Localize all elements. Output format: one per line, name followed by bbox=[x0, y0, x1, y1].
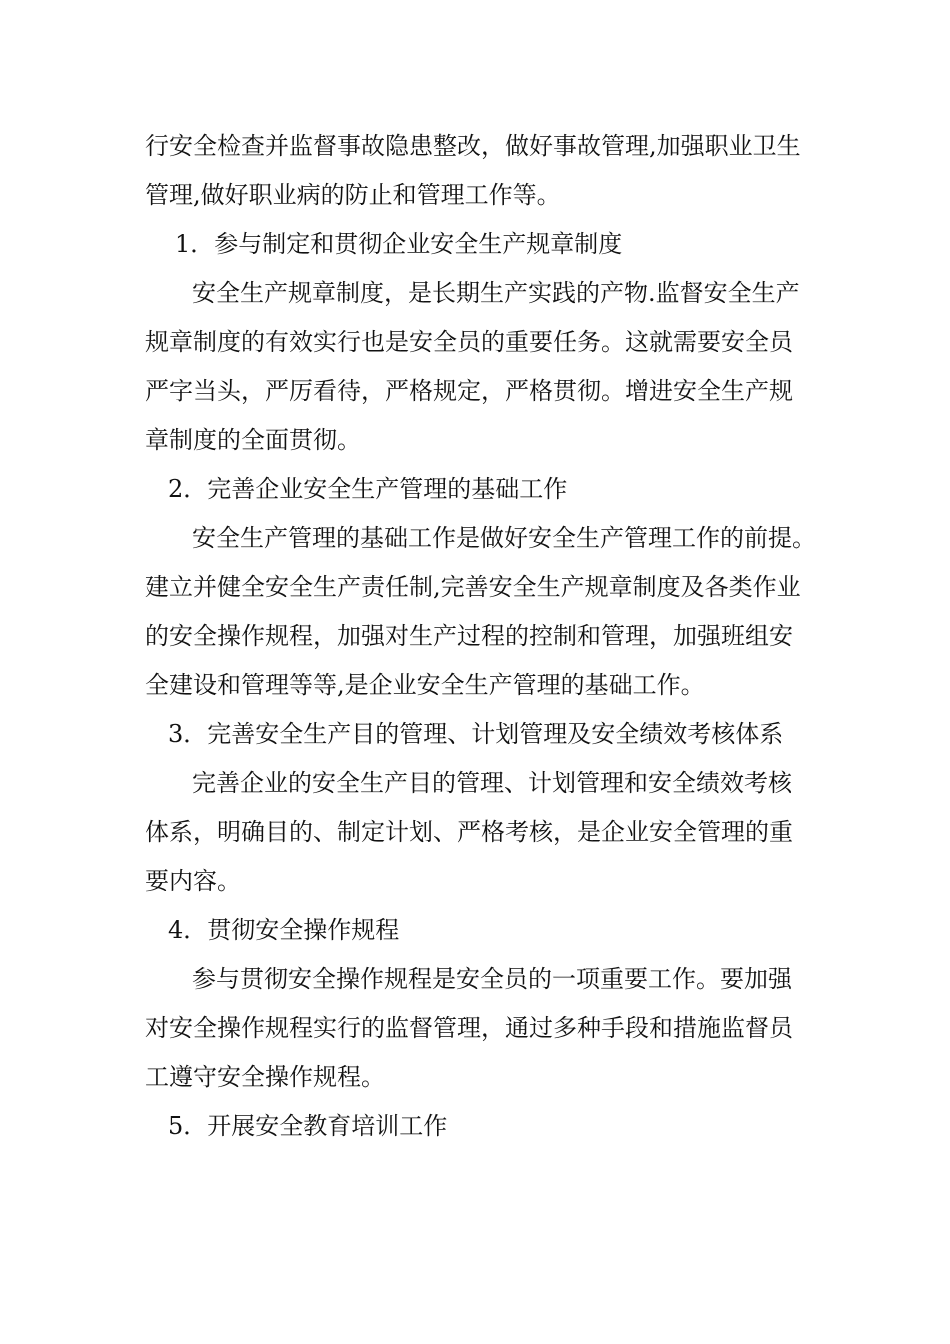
paragraph-line: 建立并健全安全生产责任制,完善安全生产规章制度及各类作业 bbox=[145, 573, 801, 601]
section-heading: 2．完善企业安全生产管理的基础工作 bbox=[168, 475, 568, 503]
section-heading: 5．开展安全教育培训工作 bbox=[168, 1112, 448, 1140]
paragraph-line: 安全生产管理的基础工作是做好安全生产管理工作的前提。 bbox=[192, 524, 816, 552]
section-heading: 4．贯彻安全操作规程 bbox=[168, 916, 400, 944]
paragraph-line: 要内容。 bbox=[145, 867, 241, 895]
document-body bbox=[145, 122, 816, 1151]
paragraph-line: 参与贯彻安全操作规程是安全员的一项重要工作。要加强 bbox=[192, 965, 792, 993]
paragraph-line: 全建设和管理等等,是企业安全生产管理的基础工作。 bbox=[145, 671, 705, 699]
paragraph-line: 严字当头，严厉看待，严格规定，严格贯彻。增进安全生产规 bbox=[145, 377, 793, 405]
paragraph-line: 体系，明确目的、制定计划、严格考核，是企业安全管理的重 bbox=[145, 818, 793, 846]
section-heading: 3．完善安全生产目的管理、计划管理及安全绩效考核体系 bbox=[168, 720, 784, 748]
paragraph-line: 对安全操作规程实行的监督管理，通过多种手段和措施监督员 bbox=[145, 1014, 793, 1042]
paragraph-line: 工遵守安全操作规程。 bbox=[145, 1063, 385, 1091]
paragraph-line: 章制度的全面贯彻。 bbox=[145, 426, 361, 454]
section-heading: 1．参与制定和贯彻企业安全生产规章制度 bbox=[175, 230, 623, 258]
paragraph-line: 安全生产规章制度，是长期生产实践的产物.监督安全生产 bbox=[192, 279, 800, 307]
paragraph-line: 完善企业的安全生产目的管理、计划管理和安全绩效考核 bbox=[192, 769, 792, 797]
intro-line: 管理,做好职业病的防止和管理工作等。 bbox=[145, 181, 561, 209]
intro-line: 行安全检查并监督事故隐患整改，做好事故管理,加强职业卫生 bbox=[145, 132, 801, 160]
paragraph-line: 的安全操作规程，加强对生产过程的控制和管理，加强班组安 bbox=[145, 622, 793, 650]
paragraph-line: 规章制度的有效实行也是安全员的重要任务。这就需要安全员 bbox=[145, 328, 793, 356]
